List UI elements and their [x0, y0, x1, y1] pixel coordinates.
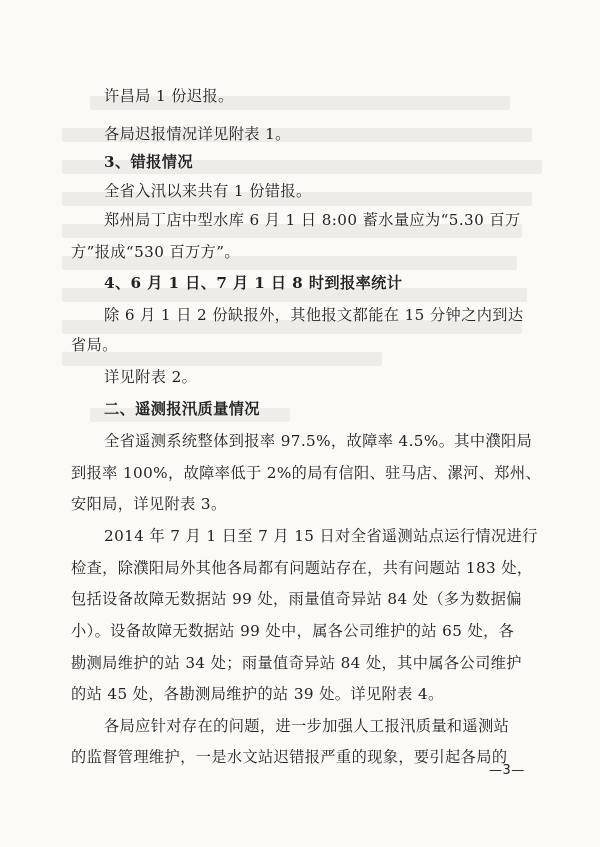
section-heading: 4、6 月 1 日、7 月 1 日 8 时到报率统计 [104, 274, 403, 292]
text-line: 全省遥测系统整体到报率 97.5%，故障率 4.5%。其中濮阳局 [104, 432, 533, 450]
text-line: 包括设备故障无数据站 99 处，雨量值奇异站 84 处（多为数据偏 [71, 590, 522, 608]
text-line: 勘测局维护的站 34 处；雨量值奇异站 84 处，其中属各公司维护 [71, 654, 522, 672]
section-heading: 3、错报情况 [104, 153, 193, 171]
text-line: 各局迟报情况详见附表 1。 [104, 125, 291, 143]
text-line: 的监督管理维护，一是水文站迟错报严重的现象，要引起各局的 [71, 748, 508, 766]
text-line: 各局应针对存在的问题，进一步加强人工报汛质量和遥测站 [104, 717, 510, 735]
text-line: 检查，除濮阳局外其他各局都有问题站存在，共有问题站 183 处， [71, 559, 533, 577]
text-line: 2014 年 7 月 1 日至 7 月 15 日对全省遥测站点运行情况进行 [104, 527, 538, 545]
page-number: —3— [489, 763, 525, 778]
text-line: 方”报成“530 百万方”。 [71, 243, 241, 261]
text-line: 除 6 月 1 日 2 份缺报外，其他报文都能在 15 分钟之内到达 [104, 306, 524, 324]
text-line: 小）。设备故障无数据站 99 处中，属各公司维护的站 65 处，各 [71, 622, 515, 640]
text-line: 省局。 [71, 336, 118, 354]
text-line: 许昌局 1 份迟报。 [104, 87, 234, 105]
text-line: 到报率 100%，故障率低于 2%的局有信阳、驻马店、漯河、郑州、 [71, 464, 542, 482]
text-line: 的站 45 处，各勘测局维护的站 39 处。详见附表 4。 [71, 685, 444, 703]
text-line: 安阳局，详见附表 3。 [71, 495, 227, 513]
section-heading: 二、遥测报汛质量情况 [104, 400, 260, 418]
text-line: 详见附表 2。 [104, 368, 198, 386]
text-line: 郑州局丁店中型水库 6 月 1 日 8:00 蓄水量应为“5.30 百万 [104, 211, 521, 229]
text-line: 全省入汛以来共有 1 份错报。 [104, 182, 312, 200]
